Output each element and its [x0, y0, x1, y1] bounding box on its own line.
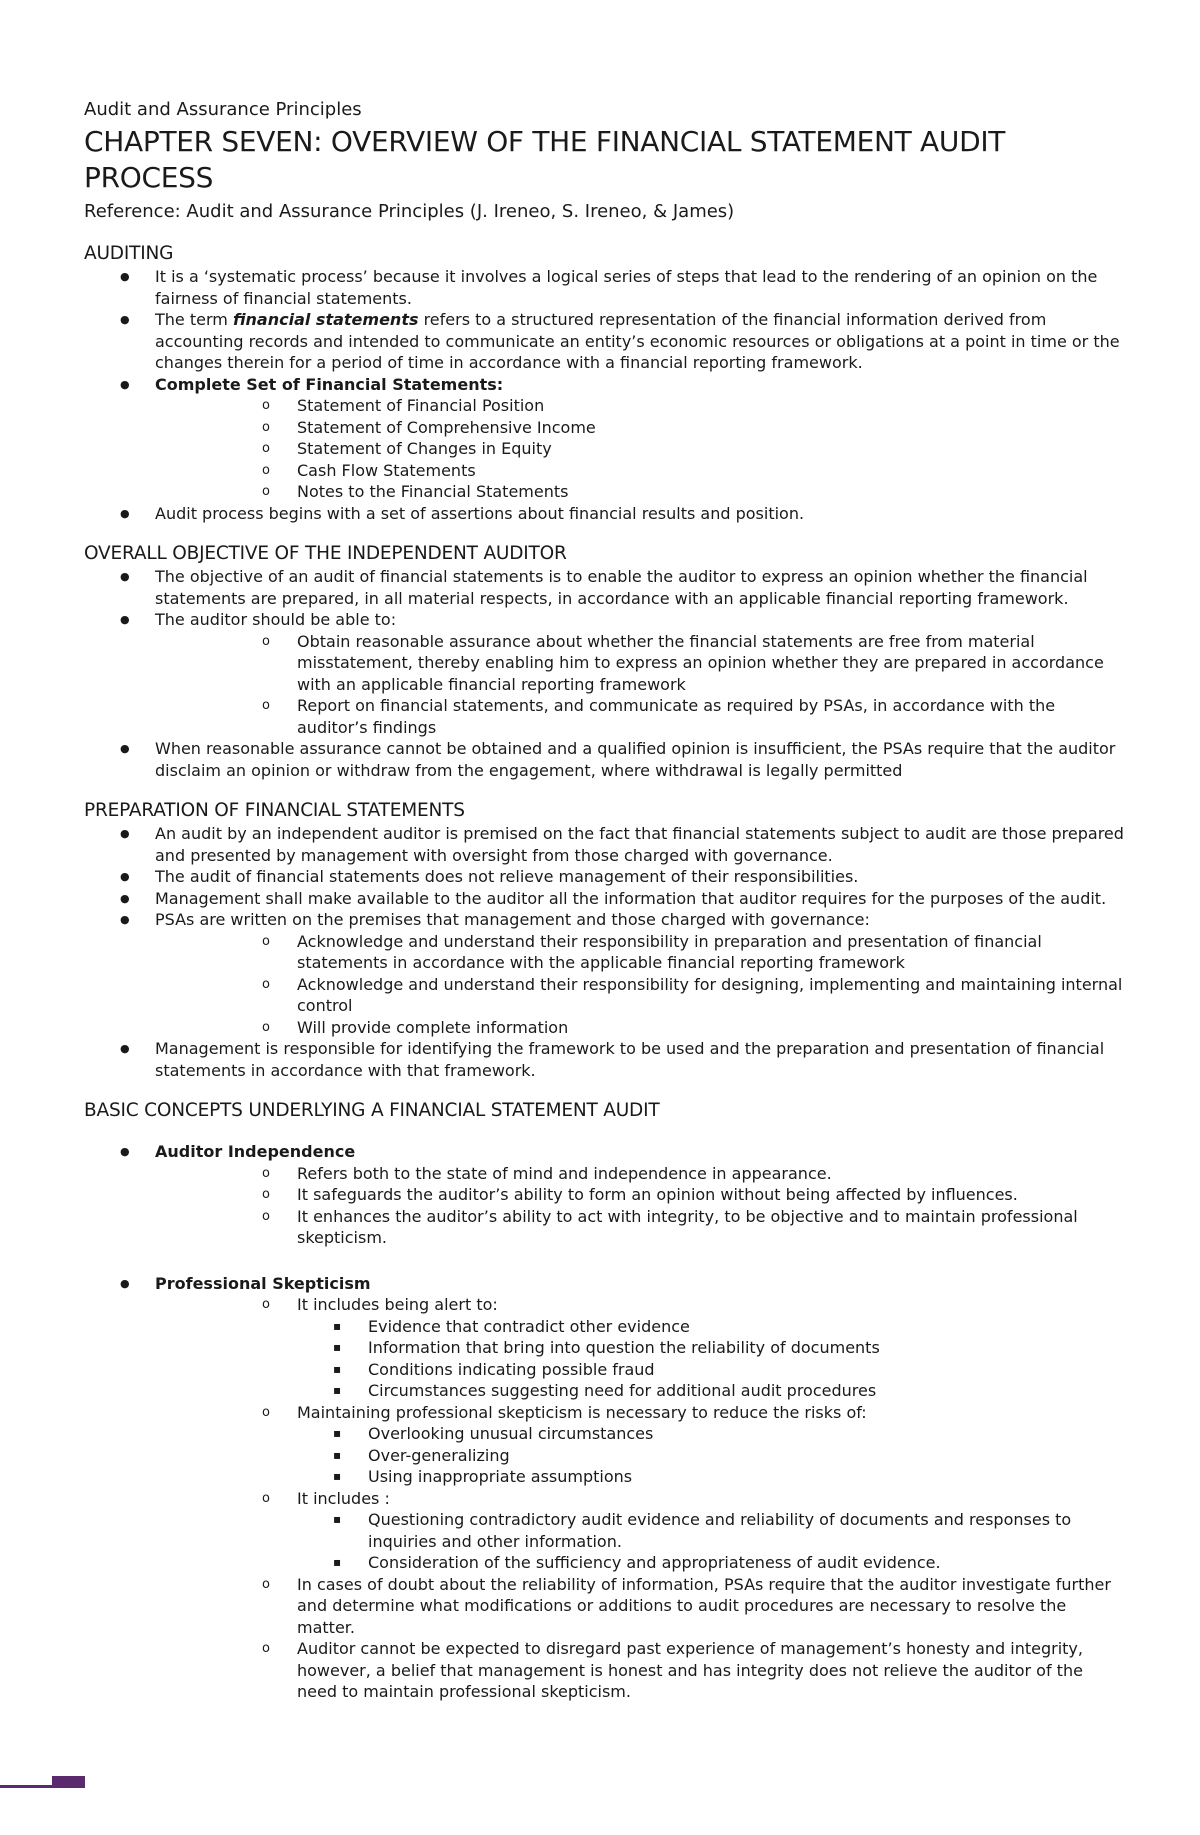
list-item: o Obtain reasonable assurance about whether the financial statements are free from material misstatement, thereby enabling him to express an opinion whether they are prepared in accordance with an applicable financial reporting framework — [226, 631, 1124, 696]
section-heading-preparation: PREPARATION OF FINANCIAL STATEMENTS — [84, 800, 465, 821]
list-item — [226, 1402, 1124, 1488]
independence-list — [155, 1163, 1124, 1249]
text-run: PSAs are written on the premises that management and those charged with governance: — [155, 910, 870, 929]
course-subject: Audit and Assurance Principles — [84, 99, 362, 120]
footer-accent-block — [52, 1776, 85, 1788]
bold-label: Complete Set of Financial Statements: — [155, 374, 504, 394]
text-run: The term — [155, 310, 233, 329]
list-item: o Auditor cannot be expected to disregard past experience of management’s honesty and integrity, however, a belief that management is honest and has integrity does not relieve the auditor of the need to maintain professional skepticism. — [226, 1638, 1124, 1703]
auditing-list — [84, 266, 1124, 524]
list-item: ● The audit of financial statements does not relieve management of their responsibilities. — [84, 866, 1124, 888]
list-item: ● Audit process begins with a set of assertions about financial results and position. — [84, 503, 1124, 525]
list-item: ● Management is responsible for identifying the framework to be used and the preparation and presentation of financial statements in accordance with that framework. — [84, 1038, 1124, 1081]
list-item: ● When reasonable assurance cannot be obtained and a qualified opinion is insufficient, the PSAs require that the auditor disclaim an opinion or withdraw from the engagement, where withdrawal is legally permitted — [84, 738, 1124, 781]
list-item: ▪ Consideration of the sufficiency and appropriateness of audit evidence. — [297, 1552, 1124, 1574]
auditor-abilities-list — [155, 631, 1124, 739]
list-item — [226, 1294, 1124, 1402]
fs-components-list — [155, 395, 1124, 503]
chapter-title: CHAPTER SEVEN: OVERVIEW OF THE FINANCIAL STATEMENT AUDIT PROCESS — [84, 125, 1006, 194]
list-item — [84, 374, 1124, 503]
text-run: It includes being alert to: — [297, 1295, 498, 1314]
emphasis-term: financial statements — [232, 310, 419, 329]
list-item: o Statement of Comprehensive Income — [226, 417, 1124, 439]
text-run: Maintaining professional skepticism is necessary to reduce the risks of: — [297, 1402, 867, 1422]
text-run: refers to a structured representation of the financial information derived from accounting records and intended to communicate an entity’s economic resources or obligations at a point in time or the changes therein for a period of time in accordance with a financial reporting framework. — [155, 310, 1120, 372]
preparation-list — [84, 823, 1124, 1081]
list-item: o Report on financial statements, and communicate as required by PSAs, in accordance with the auditor’s findings — [226, 695, 1124, 738]
text-run: The auditor should be able to: — [155, 610, 397, 629]
list-item — [84, 309, 1124, 374]
section-heading-auditing: AUDITING — [84, 243, 174, 264]
list-item: ▪ Overlooking unusual circumstances — [297, 1423, 1124, 1445]
list-item: o Acknowledge and understand their responsibility in preparation and presentation of financial statements in accordance with the applicable financial reporting framework — [226, 931, 1124, 974]
alert-list — [226, 1316, 1124, 1402]
list-item: o Statement of Changes in Equity — [226, 438, 1124, 460]
list-item: o In cases of doubt about the reliability of information, PSAs require that the auditor investigate further and determine what modifications or additions to audit procedures are necessary to resolve the matter. — [226, 1574, 1124, 1639]
management-premises-list — [155, 931, 1124, 1039]
list-item: ● It is a ‘systematic process’ because it involves a logical series of steps that lead to the rendering of an opinion on the fairness of financial statements. — [84, 266, 1124, 309]
bold-label: Professional Skepticism — [155, 1273, 371, 1293]
footer-accent-line — [0, 1785, 56, 1788]
list-item: o Notes to the Financial Statements — [226, 481, 1124, 503]
list-item: ● The objective of an audit of financial statements is to enable the auditor to express an opinion whether the financial statements are prepared, in all material respects, in accordance with an applicable financial reporting framework. — [84, 566, 1124, 609]
section-heading-concepts: BASIC CONCEPTS UNDERLYING A FINANCIAL STATEMENT AUDIT — [84, 1100, 660, 1121]
list-item: ● Management shall make available to the auditor all the information that auditor requires for the purposes of the audit. — [84, 888, 1124, 910]
risks-list — [226, 1423, 1124, 1488]
list-item: o Cash Flow Statements — [226, 460, 1124, 482]
list-item: o Refers both to the state of mind and independence in appearance. — [226, 1163, 1124, 1185]
bold-label: Auditor Independence — [155, 1142, 356, 1161]
list-item: ● An audit by an independent auditor is premised on the fact that financial statements subject to audit are those prepared and presented by management with oversight from those charged with governance. — [84, 823, 1124, 866]
list-item — [84, 1141, 1124, 1249]
section-heading-objective: OVERALL OBJECTIVE OF THE INDEPENDENT AUDITOR — [84, 543, 567, 564]
list-item: o It safeguards the auditor’s ability to form an opinion without being affected by influences. — [226, 1184, 1124, 1206]
skepticism-list — [155, 1294, 1124, 1703]
list-item: ▪ Over-generalizing — [297, 1445, 1124, 1467]
list-item: ▪ Questioning contradictory audit evidence and reliability of documents and responses to inquiries and other information. — [297, 1509, 1124, 1552]
objective-list — [84, 566, 1124, 781]
list-item: o Will provide complete information — [226, 1017, 1124, 1039]
list-item — [84, 1273, 1124, 1703]
list-item: o It enhances the auditor’s ability to act with integrity, to be objective and to maintain professional skepticism. — [226, 1206, 1124, 1249]
concepts-list — [84, 1141, 1124, 1703]
list-item: o Acknowledge and understand their responsibility for designing, implementing and maintaining internal control — [226, 974, 1124, 1017]
list-item — [84, 609, 1124, 738]
list-item: ▪ Evidence that contradict other evidence — [297, 1316, 1124, 1338]
includes-list — [226, 1509, 1124, 1574]
list-item: ▪ Circumstances suggesting need for additional audit procedures — [297, 1380, 1124, 1402]
reference-line: Reference: Audit and Assurance Principles (J. Ireneo, S. Ireneo, & James) — [84, 201, 735, 222]
list-item: ▪ Conditions indicating possible fraud — [297, 1359, 1124, 1381]
list-item: ▪ Using inappropriate assumptions — [297, 1466, 1124, 1488]
list-item: o Statement of Financial Position — [226, 395, 1124, 417]
list-item: ▪ Information that bring into question the reliability of documents — [297, 1337, 1124, 1359]
list-item — [226, 1488, 1124, 1574]
list-item — [84, 909, 1124, 1038]
document-page — [84, 98, 1124, 1703]
text-run: It includes : — [297, 1488, 390, 1508]
